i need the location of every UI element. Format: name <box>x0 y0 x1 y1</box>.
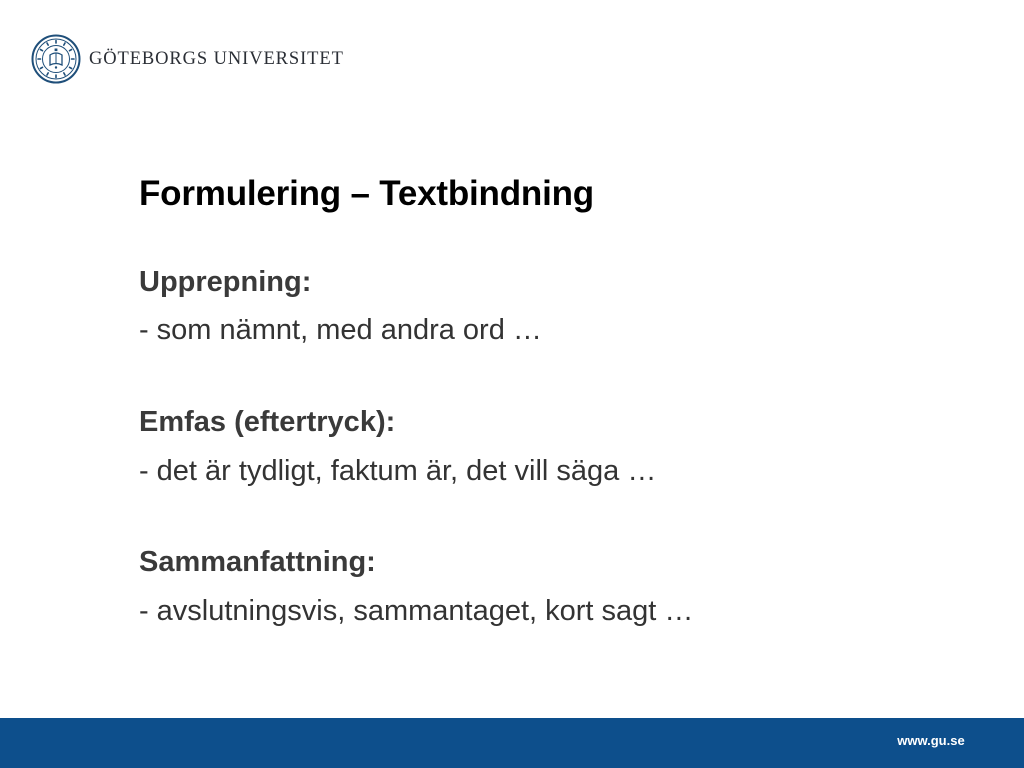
footer-bar <box>0 718 1024 768</box>
section-example-text: som nämnt, med andra ord … <box>156 314 542 346</box>
section-heading-upprepning: Upprepning: <box>139 266 312 298</box>
bullet-dash: - <box>139 455 149 487</box>
section-example-text: det är tydligt, faktum är, det vill säga … <box>156 455 657 487</box>
university-name: GÖTEBORGS UNIVERSITET <box>89 48 344 69</box>
section-text-emfas <box>139 453 656 489</box>
section-example-text: avslutningsvis, sammantaget, kort sagt … <box>156 595 694 627</box>
section-text-sammanfattning <box>139 593 693 629</box>
bullet-dash: - <box>139 595 149 627</box>
footer-url[interactable]: www.gu.se <box>897 733 965 748</box>
slide-title: Formulering – Textbindning <box>139 174 594 213</box>
slide-content <box>139 168 959 627</box>
section-heading-emfas: Emfas (eftertryck): <box>139 406 396 438</box>
section-heading-sammanfattning: Sammanfattning: <box>139 546 376 578</box>
university-header <box>31 33 344 85</box>
section-text-upprepning <box>139 312 542 348</box>
bullet-dash: - <box>139 314 149 346</box>
university-seal-icon <box>31 34 81 84</box>
